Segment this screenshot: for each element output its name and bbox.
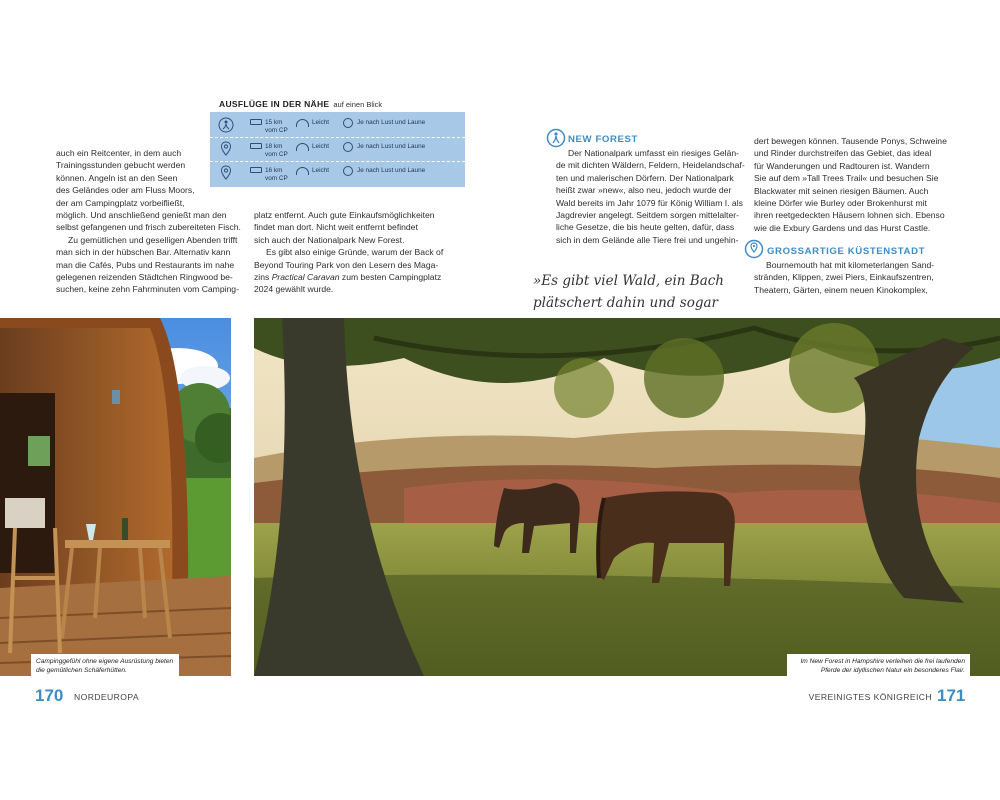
excursions-subtitle: auf einen Blick bbox=[333, 100, 383, 109]
text-line: möglich. Und anschließend genießt man den bbox=[56, 210, 227, 221]
text-line: sich in dem Gelände alle Tiere frei und ungehin- bbox=[556, 234, 739, 245]
text-line: dert bewegen können. Tausende Ponys, Schweine bbox=[754, 136, 947, 146]
hiker-icon bbox=[218, 117, 234, 133]
text-line: für Wanderungen und Radtouren ist. Wandern bbox=[754, 160, 930, 171]
text-line: findet man dort. Nicht weit entfernt befindet bbox=[254, 222, 418, 233]
text-line: man die Cafés, Pubs und Restaurants im nahe bbox=[56, 259, 235, 270]
text-line: Trainingsstunden gebucht werden bbox=[56, 160, 186, 171]
difficulty-icon bbox=[296, 143, 309, 151]
text-line: können. Angeln ist an den Seen bbox=[56, 172, 178, 183]
text-line: und Rinder durchstreifen das Gebiet, das ideal bbox=[754, 148, 932, 159]
time-icon bbox=[343, 118, 353, 128]
hiker-circle-icon bbox=[546, 128, 566, 148]
coast-heading: GROSSARTIGE KÜSTENSTADT bbox=[767, 246, 926, 257]
text-line: de mit dichten Wäldern, Feldern, Heidelandschaf- bbox=[556, 160, 745, 171]
text-line: wie die Exbury Gardens und das Hurst Castle. bbox=[754, 222, 931, 233]
text-line: liche Gesetze, die bis heute gelten, dafür, dass bbox=[556, 222, 735, 233]
time-text: Je nach Lust und Laune bbox=[357, 119, 426, 126]
excursion-row bbox=[210, 114, 465, 138]
text-line: Bournemouth hat mit kilometerlangen Sand- bbox=[766, 260, 935, 270]
distance-icon bbox=[250, 119, 262, 125]
distance-text: 18 km vom CP bbox=[265, 143, 288, 158]
section-label-right: VEREINIGTES KÖNIGREICH bbox=[808, 692, 932, 702]
coast-text bbox=[754, 259, 954, 296]
text-line: Es gibt also einige Gründe, warum der Back of bbox=[266, 247, 444, 258]
text-line: gelegenen reizenden Städtchen Ringwood be- bbox=[56, 272, 233, 283]
time-text: Je nach Lust und Laune bbox=[357, 167, 426, 174]
text-line: Sie auf dem »Tall Trees Trail« und besuchen Sie bbox=[754, 173, 939, 184]
text-line: auch ein Reitcenter, in dem auch bbox=[56, 148, 182, 158]
magazine-title: Practical Caravan bbox=[271, 272, 340, 283]
location-circle-icon bbox=[744, 239, 764, 259]
text-line: ihren reetgedeckten Häusern lohnen sich. Ebenso bbox=[754, 210, 945, 221]
text-line: Jagdrevier angelegt. Seitdem sorgen mittelalter- bbox=[556, 210, 739, 221]
text-line: Beyond Touring Park von den Lesern des Maga- bbox=[254, 259, 439, 270]
new-forest-ponies-photo bbox=[254, 318, 1000, 676]
excursions-title-text: AUSFLÜGE IN DER NÄHE bbox=[219, 99, 330, 109]
text-line: Theatern, Gärten, einem neuen Kinokomplex, bbox=[754, 284, 928, 295]
text-line: heißt zwar »new«, also neu, jedoch wurde der bbox=[556, 185, 732, 196]
text-line: selbst gefangenen und frisch zubereiteten Fisch. bbox=[56, 222, 241, 233]
time-icon bbox=[343, 166, 353, 176]
text-line: 2024 gewählt wurde. bbox=[254, 284, 334, 295]
difficulty-text: Leicht bbox=[312, 143, 330, 150]
text-line: Der Nationalpark umfasst ein riesiges Gelän- bbox=[568, 148, 739, 158]
page-number-left: 170 bbox=[35, 686, 64, 705]
text-line: des Geländes oder am Fluss Moors, bbox=[56, 185, 195, 196]
left-column-1 bbox=[56, 147, 256, 296]
text-line: ten und malerischen Dörfern. Der Nationalpark bbox=[556, 172, 734, 183]
right-column-2 bbox=[754, 135, 954, 234]
text-line: stränden, Klippen, zwei Piers, Einkaufszentren, bbox=[754, 272, 934, 283]
difficulty-icon bbox=[296, 119, 309, 127]
excursions-title bbox=[219, 99, 382, 109]
text-line: man sich in der hübschen Bar. Alternativ kann bbox=[56, 247, 231, 258]
left-photo-caption: Campinggefühl ohne eigene Ausrüstung bieten die gemütlichen Schäferhütten. bbox=[31, 654, 179, 678]
left-column-2 bbox=[254, 209, 454, 296]
new-forest-heading: NEW FOREST bbox=[568, 134, 638, 145]
time-text: Je nach Lust und Laune bbox=[357, 143, 426, 150]
text-line: platz entfernt. Auch gute Einkaufsmöglichkeiten bbox=[254, 210, 435, 220]
text-line: Blackwater mit seinen riesigen Bäumen. Auch bbox=[754, 185, 929, 196]
page-number-right: 171 bbox=[937, 686, 966, 705]
pull-quote: »Es gibt viel Wald, ein Bach plätschert dahin und sogar bbox=[533, 273, 725, 311]
distance-text: 16 km vom CP bbox=[265, 167, 288, 182]
text-line: zins Practical Caravan zum besten Campingplatz bbox=[254, 272, 442, 283]
right-column-1 bbox=[556, 147, 751, 246]
time-icon bbox=[343, 142, 353, 152]
right-photo-caption: Im New Forest in Hampshire verleihen die frei laufenden Pferde der idyllischen Natur ein besonderes Flair. bbox=[787, 654, 970, 678]
text-line: kleine Dörfer wie Burley oder Brokenhurst mit bbox=[754, 198, 927, 209]
text-line: der am Campingplatz vorbeifließt, bbox=[56, 197, 185, 208]
text-line: Wald bereits im Jahr 1079 für König William I. als bbox=[556, 197, 743, 208]
section-label-left: NORDEUROPA bbox=[74, 692, 139, 702]
text-line: sich auch der Nationalpark New Forest. bbox=[254, 234, 405, 245]
shepherd-hut-photo bbox=[0, 318, 231, 676]
difficulty-text: Leicht bbox=[312, 119, 330, 126]
difficulty-icon bbox=[296, 167, 309, 175]
text-line: Zu gemütlichen und geselligen Abenden trifft bbox=[68, 234, 238, 245]
difficulty-text: Leicht bbox=[312, 167, 330, 174]
distance-text: 15 km vom CP bbox=[265, 119, 288, 134]
text-line: suchen, keine zehn Fahrminuten vom Camping- bbox=[56, 284, 239, 295]
